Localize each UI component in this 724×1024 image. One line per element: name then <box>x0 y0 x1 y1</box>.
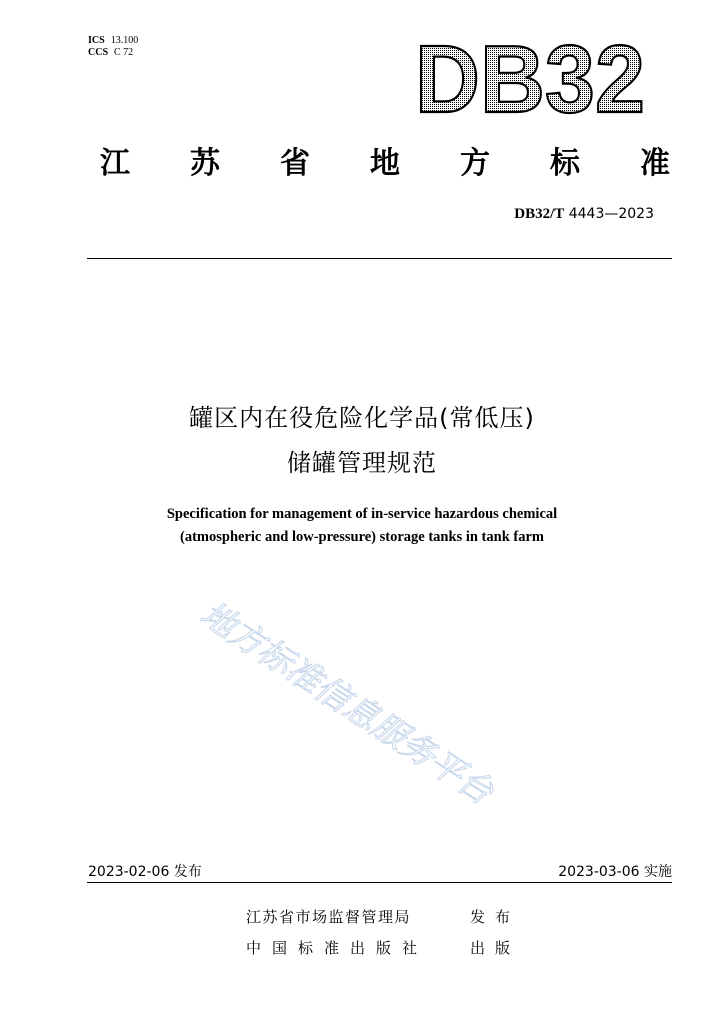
top-divider <box>87 258 672 259</box>
standard-type-char: 标 <box>550 146 580 181</box>
standard-type-char: 苏 <box>190 146 220 181</box>
standard-number-value: 4443—2023 <box>568 206 654 222</box>
bottom-divider <box>87 882 672 883</box>
db32-logo <box>410 36 650 120</box>
standard-type-char: 江 <box>100 146 130 181</box>
standard-number <box>514 206 654 223</box>
ccs-label: CCS <box>88 47 109 58</box>
implement-date: 2023-03-06 实施 <box>558 864 672 880</box>
title-chinese-line2: 储罐管理规范 <box>287 449 437 477</box>
standard-number-prefix: DB32/T <box>514 206 565 222</box>
standard-type-char: 方 <box>460 146 490 181</box>
watermark-text: 地方标准信息服务平台 <box>193 594 501 813</box>
ics-code: 13.100 <box>110 35 139 46</box>
issuing-authority: 江苏省市场监督管理局 <box>246 908 412 926</box>
standard-type-heading <box>100 140 670 180</box>
watermark <box>190 592 610 862</box>
title-english-line2: (atmospheric and low-pressure) storage tanks in tank farm <box>180 529 544 545</box>
issue-verb: 发布 <box>470 908 521 926</box>
standard-type-char: 省 <box>280 146 310 181</box>
publisher: 中国标准出版社 <box>246 939 429 957</box>
ics-label: ICS <box>88 35 105 46</box>
ccs-code: C 72 <box>114 47 134 58</box>
ics-classification <box>88 35 138 47</box>
title-english-line1: Specification for management of in-service hazardous chemical <box>166 506 558 522</box>
standard-type-char: 地 <box>370 146 400 181</box>
ccs-classification <box>88 47 133 59</box>
publish-verb: 出版 <box>470 939 521 957</box>
logo-text: DB32 <box>415 36 645 120</box>
publish-date: 2023-02-06 发布 <box>88 864 202 880</box>
standard-type-char: 准 <box>640 146 670 181</box>
title-chinese-line1: 罐区内在役危险化学品(常低压) <box>189 404 535 432</box>
